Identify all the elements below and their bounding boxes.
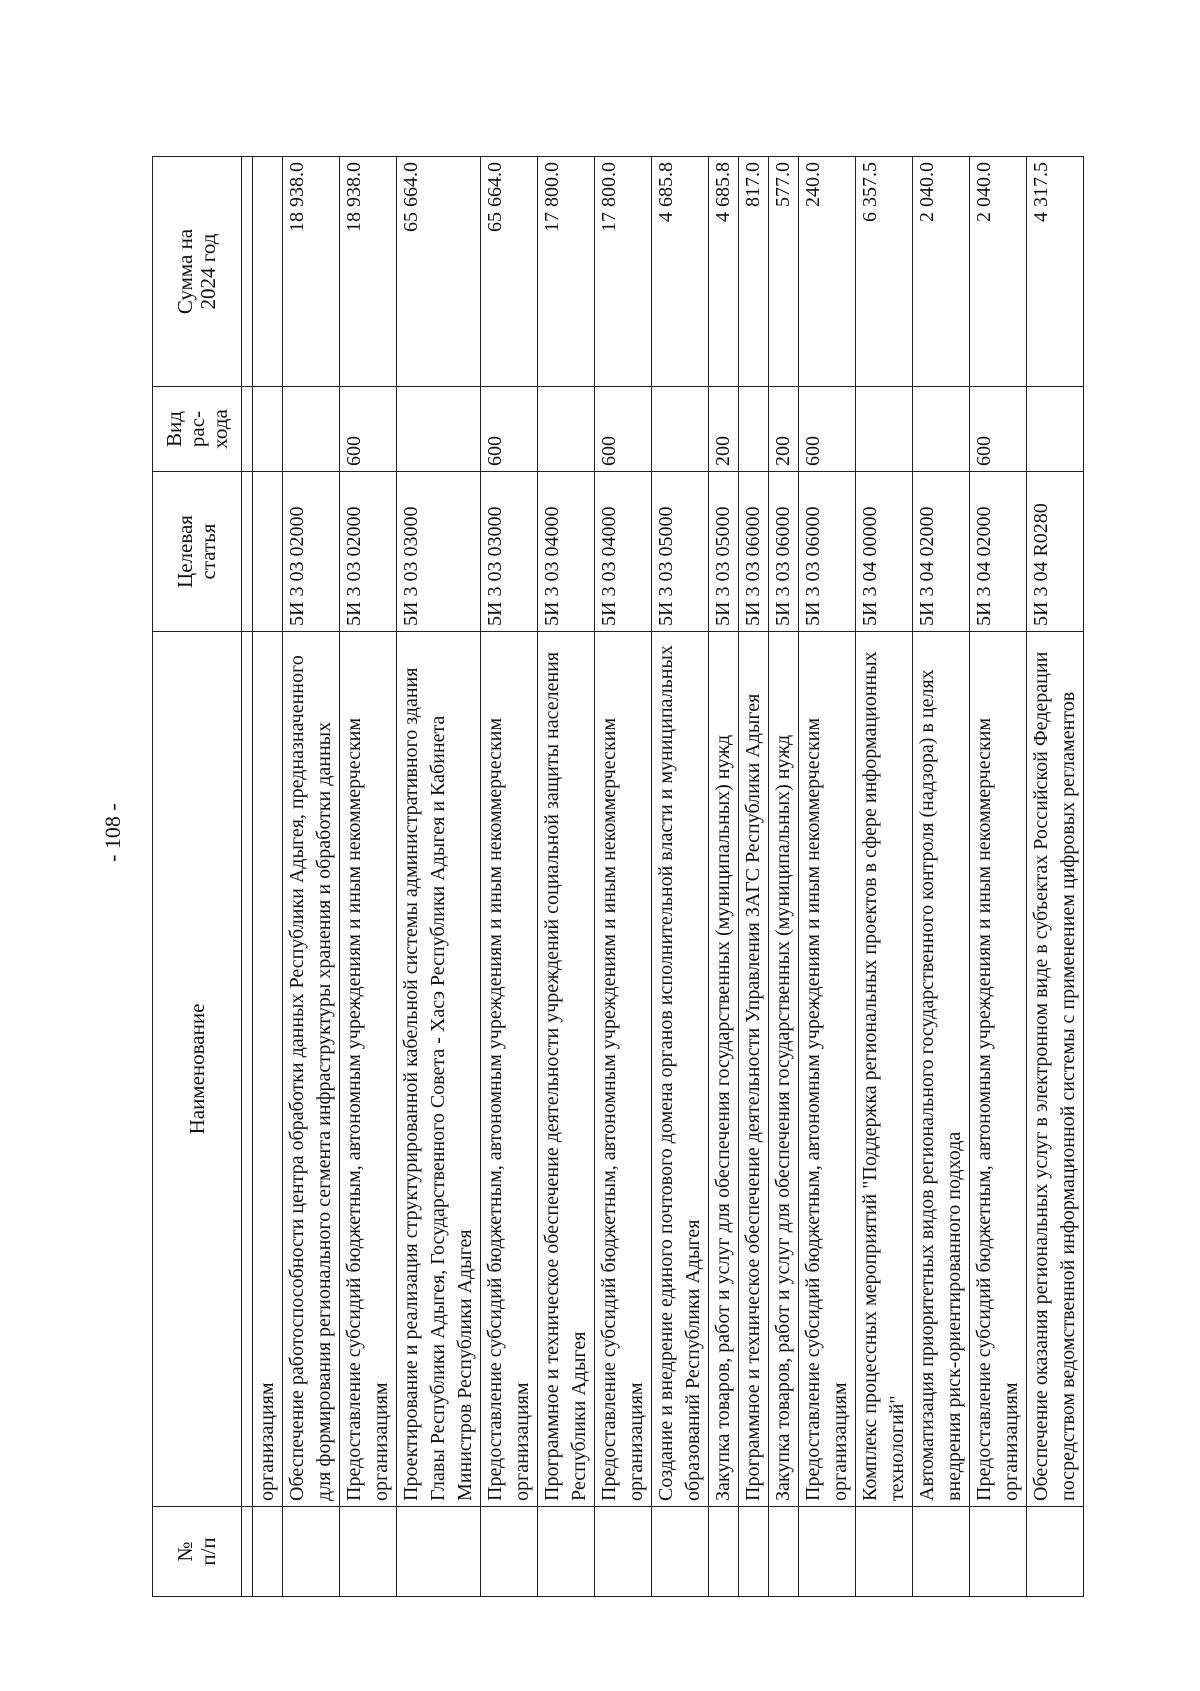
row-expense-type-cell [856, 387, 913, 472]
header-row [153, 157, 242, 1597]
table-row [595, 157, 652, 1597]
row-amount-cell: 817.0 [739, 157, 769, 387]
row-amount-cell: 18 938.0 [340, 157, 397, 387]
budget-table-sheet [152, 157, 1077, 1597]
table-row [397, 157, 481, 1597]
row-num-cell [970, 1507, 1027, 1597]
row-num-cell [652, 1507, 709, 1597]
row-name-cell: Обеспечение работоспособности центра обработки данных Республики Адыгея, предназначенного для формирования регионального сегмента инфраструктуры хранения и обработки данных [283, 632, 340, 1507]
table-row [856, 157, 913, 1597]
table-row [1027, 157, 1084, 1597]
header-amount-2024: Сумма на 2024 год [153, 157, 242, 387]
row-amount-cell: 2 040.0 [913, 157, 970, 387]
row-target-article-cell: 5И 3 04 R0280 [1027, 472, 1084, 632]
separator-cell [242, 157, 253, 387]
row-target-article-cell: 5И 3 03 02000 [283, 472, 340, 632]
table-row [253, 157, 283, 1597]
table-header [153, 157, 242, 1597]
separator-cell [242, 387, 253, 472]
table-row [340, 157, 397, 1597]
row-expense-type-cell [283, 387, 340, 472]
header-expense-type: Вид рас- хода [153, 387, 242, 472]
row-num-cell [799, 1507, 856, 1597]
row-name-cell: Предоставление субсидий бюджетным, автономным учреждениям и иным некоммерческим организациям [595, 632, 652, 1507]
row-num-cell [709, 1507, 739, 1597]
table-row [652, 157, 709, 1597]
row-name-cell: Создание и внедрение единого почтового домена органов исполнительной власти и муниципальных образований Республики Адыгея [652, 632, 709, 1507]
table-row [769, 157, 799, 1597]
row-target-article-cell: 5И 3 04 02000 [970, 472, 1027, 632]
row-expense-type-cell: 600 [970, 387, 1027, 472]
table-row [799, 157, 856, 1597]
row-amount-cell: 4 685.8 [652, 157, 709, 387]
row-name-cell: организациям [253, 632, 283, 1507]
header-name: Наименование [153, 632, 242, 1507]
row-name-cell: Обеспечение оказания региональных услуг в электронном виде в субъектах Российской Федерации посредством ведомственной информационной системы с применением цифровых регламентов [1027, 632, 1084, 1507]
row-target-article-cell: 5И 3 03 02000 [340, 472, 397, 632]
row-target-article-cell: 5И 3 03 03000 [481, 472, 538, 632]
row-expense-type-cell: 600 [340, 387, 397, 472]
row-amount-cell: 240.0 [799, 157, 856, 387]
row-expense-type-cell [397, 387, 481, 472]
row-target-article-cell: 5И 3 03 04000 [595, 472, 652, 632]
row-expense-type-cell: 600 [595, 387, 652, 472]
table-row [970, 157, 1027, 1597]
table-row [283, 157, 340, 1597]
row-name-cell: Программное и техническое обеспечение деятельности Управления ЗАГС Республики Адыгея [739, 632, 769, 1507]
page-number: - 108 - [100, 803, 125, 862]
row-expense-type-cell: 200 [769, 387, 799, 472]
header-num: № п/п [153, 1507, 242, 1597]
row-num-cell [1027, 1507, 1084, 1597]
row-amount-cell: 17 800.0 [595, 157, 652, 387]
row-num-cell [856, 1507, 913, 1597]
row-target-article-cell: 5И 3 04 00000 [856, 472, 913, 632]
row-name-cell: Комплекс процессных мероприятий "Поддержка региональных проектов в сфере информационных технологий" [856, 632, 913, 1507]
row-num-cell [397, 1507, 481, 1597]
row-target-article-cell: 5И 3 03 06000 [769, 472, 799, 632]
row-expense-type-cell: 200 [709, 387, 739, 472]
row-num-cell [283, 1507, 340, 1597]
row-name-cell: Закупка товаров, работ и услуг для обеспечения государственных (муниципальных) нужд [769, 632, 799, 1507]
row-num-cell [538, 1507, 595, 1597]
row-target-article-cell: 5И 3 04 02000 [913, 472, 970, 632]
row-expense-type-cell [739, 387, 769, 472]
separator-cell [242, 632, 253, 1507]
row-amount-cell: 17 800.0 [538, 157, 595, 387]
row-target-article-cell: 5И 3 03 03000 [397, 472, 481, 632]
row-name-cell: Предоставление субсидий бюджетным, автономным учреждениям и иным некоммерческим организациям [481, 632, 538, 1507]
row-target-article-cell: 5И 3 03 06000 [739, 472, 769, 632]
row-num-cell [739, 1507, 769, 1597]
header-separator-row [242, 157, 253, 1597]
separator-cell [242, 1507, 253, 1597]
row-num-cell [340, 1507, 397, 1597]
row-expense-type-cell [538, 387, 595, 472]
row-num-cell [595, 1507, 652, 1597]
table-body [242, 157, 1084, 1597]
row-target-article-cell: 5И 3 03 05000 [652, 472, 709, 632]
row-amount-cell: 577.0 [769, 157, 799, 387]
row-num-cell [913, 1507, 970, 1597]
table-row [538, 157, 595, 1597]
row-expense-type-cell [913, 387, 970, 472]
row-name-cell: Автоматизация приоритетных видов регионального государственного контроля (надзора) в целях внедрения риск-ориентированного подхода [913, 632, 970, 1507]
budget-table [152, 156, 1084, 1597]
row-name-cell: Закупка товаров, работ и услуг для обеспечения государственных (муниципальных) нужд [709, 632, 739, 1507]
table-row [481, 157, 538, 1597]
row-target-article-cell: 5И 3 03 04000 [538, 472, 595, 632]
row-target-article-cell [253, 472, 283, 632]
row-num-cell [769, 1507, 799, 1597]
row-expense-type-cell: 600 [799, 387, 856, 472]
table-row [913, 157, 970, 1597]
separator-cell [242, 472, 253, 632]
row-num-cell [481, 1507, 538, 1597]
table-row [709, 157, 739, 1597]
row-num-cell [253, 1507, 283, 1597]
row-amount-cell: 65 664.0 [397, 157, 481, 387]
row-target-article-cell: 5И 3 03 06000 [799, 472, 856, 632]
row-expense-type-cell [1027, 387, 1084, 472]
row-amount-cell: 6 357.5 [856, 157, 913, 387]
row-amount-cell: 18 938.0 [283, 157, 340, 387]
row-amount-cell: 2 040.0 [970, 157, 1027, 387]
row-amount-cell: 65 664.0 [481, 157, 538, 387]
row-name-cell: Программное и техническое обеспечение деятельности учреждений социальной защиты населения Республики Адыгея [538, 632, 595, 1507]
row-amount-cell: 4 317.5 [1027, 157, 1084, 387]
row-amount-cell: 4 685.8 [709, 157, 739, 387]
row-target-article-cell: 5И 3 03 05000 [709, 472, 739, 632]
row-expense-type-cell: 600 [481, 387, 538, 472]
row-name-cell: Предоставление субсидий бюджетным, автономным учреждениям и иным некоммерческим организациям [340, 632, 397, 1507]
row-name-cell: Предоставление субсидий бюджетным, автономным учреждениям и иным некоммерческим организациям [970, 632, 1027, 1507]
row-name-cell: Предоставление субсидий бюджетным, автономным учреждениям и иным некоммерческим организациям [799, 632, 856, 1507]
table-row [739, 157, 769, 1597]
row-name-cell: Проектирование и реализация структурированной кабельной системы административного здания Главы Республики Адыгея, Государственного Совета - Хасэ Республики Адыгея и Кабинета Министров Республики Адыгея [397, 632, 481, 1507]
row-expense-type-cell [652, 387, 709, 472]
row-amount-cell [253, 157, 283, 387]
header-target-article: Целевая статья [153, 472, 242, 632]
row-expense-type-cell [253, 387, 283, 472]
